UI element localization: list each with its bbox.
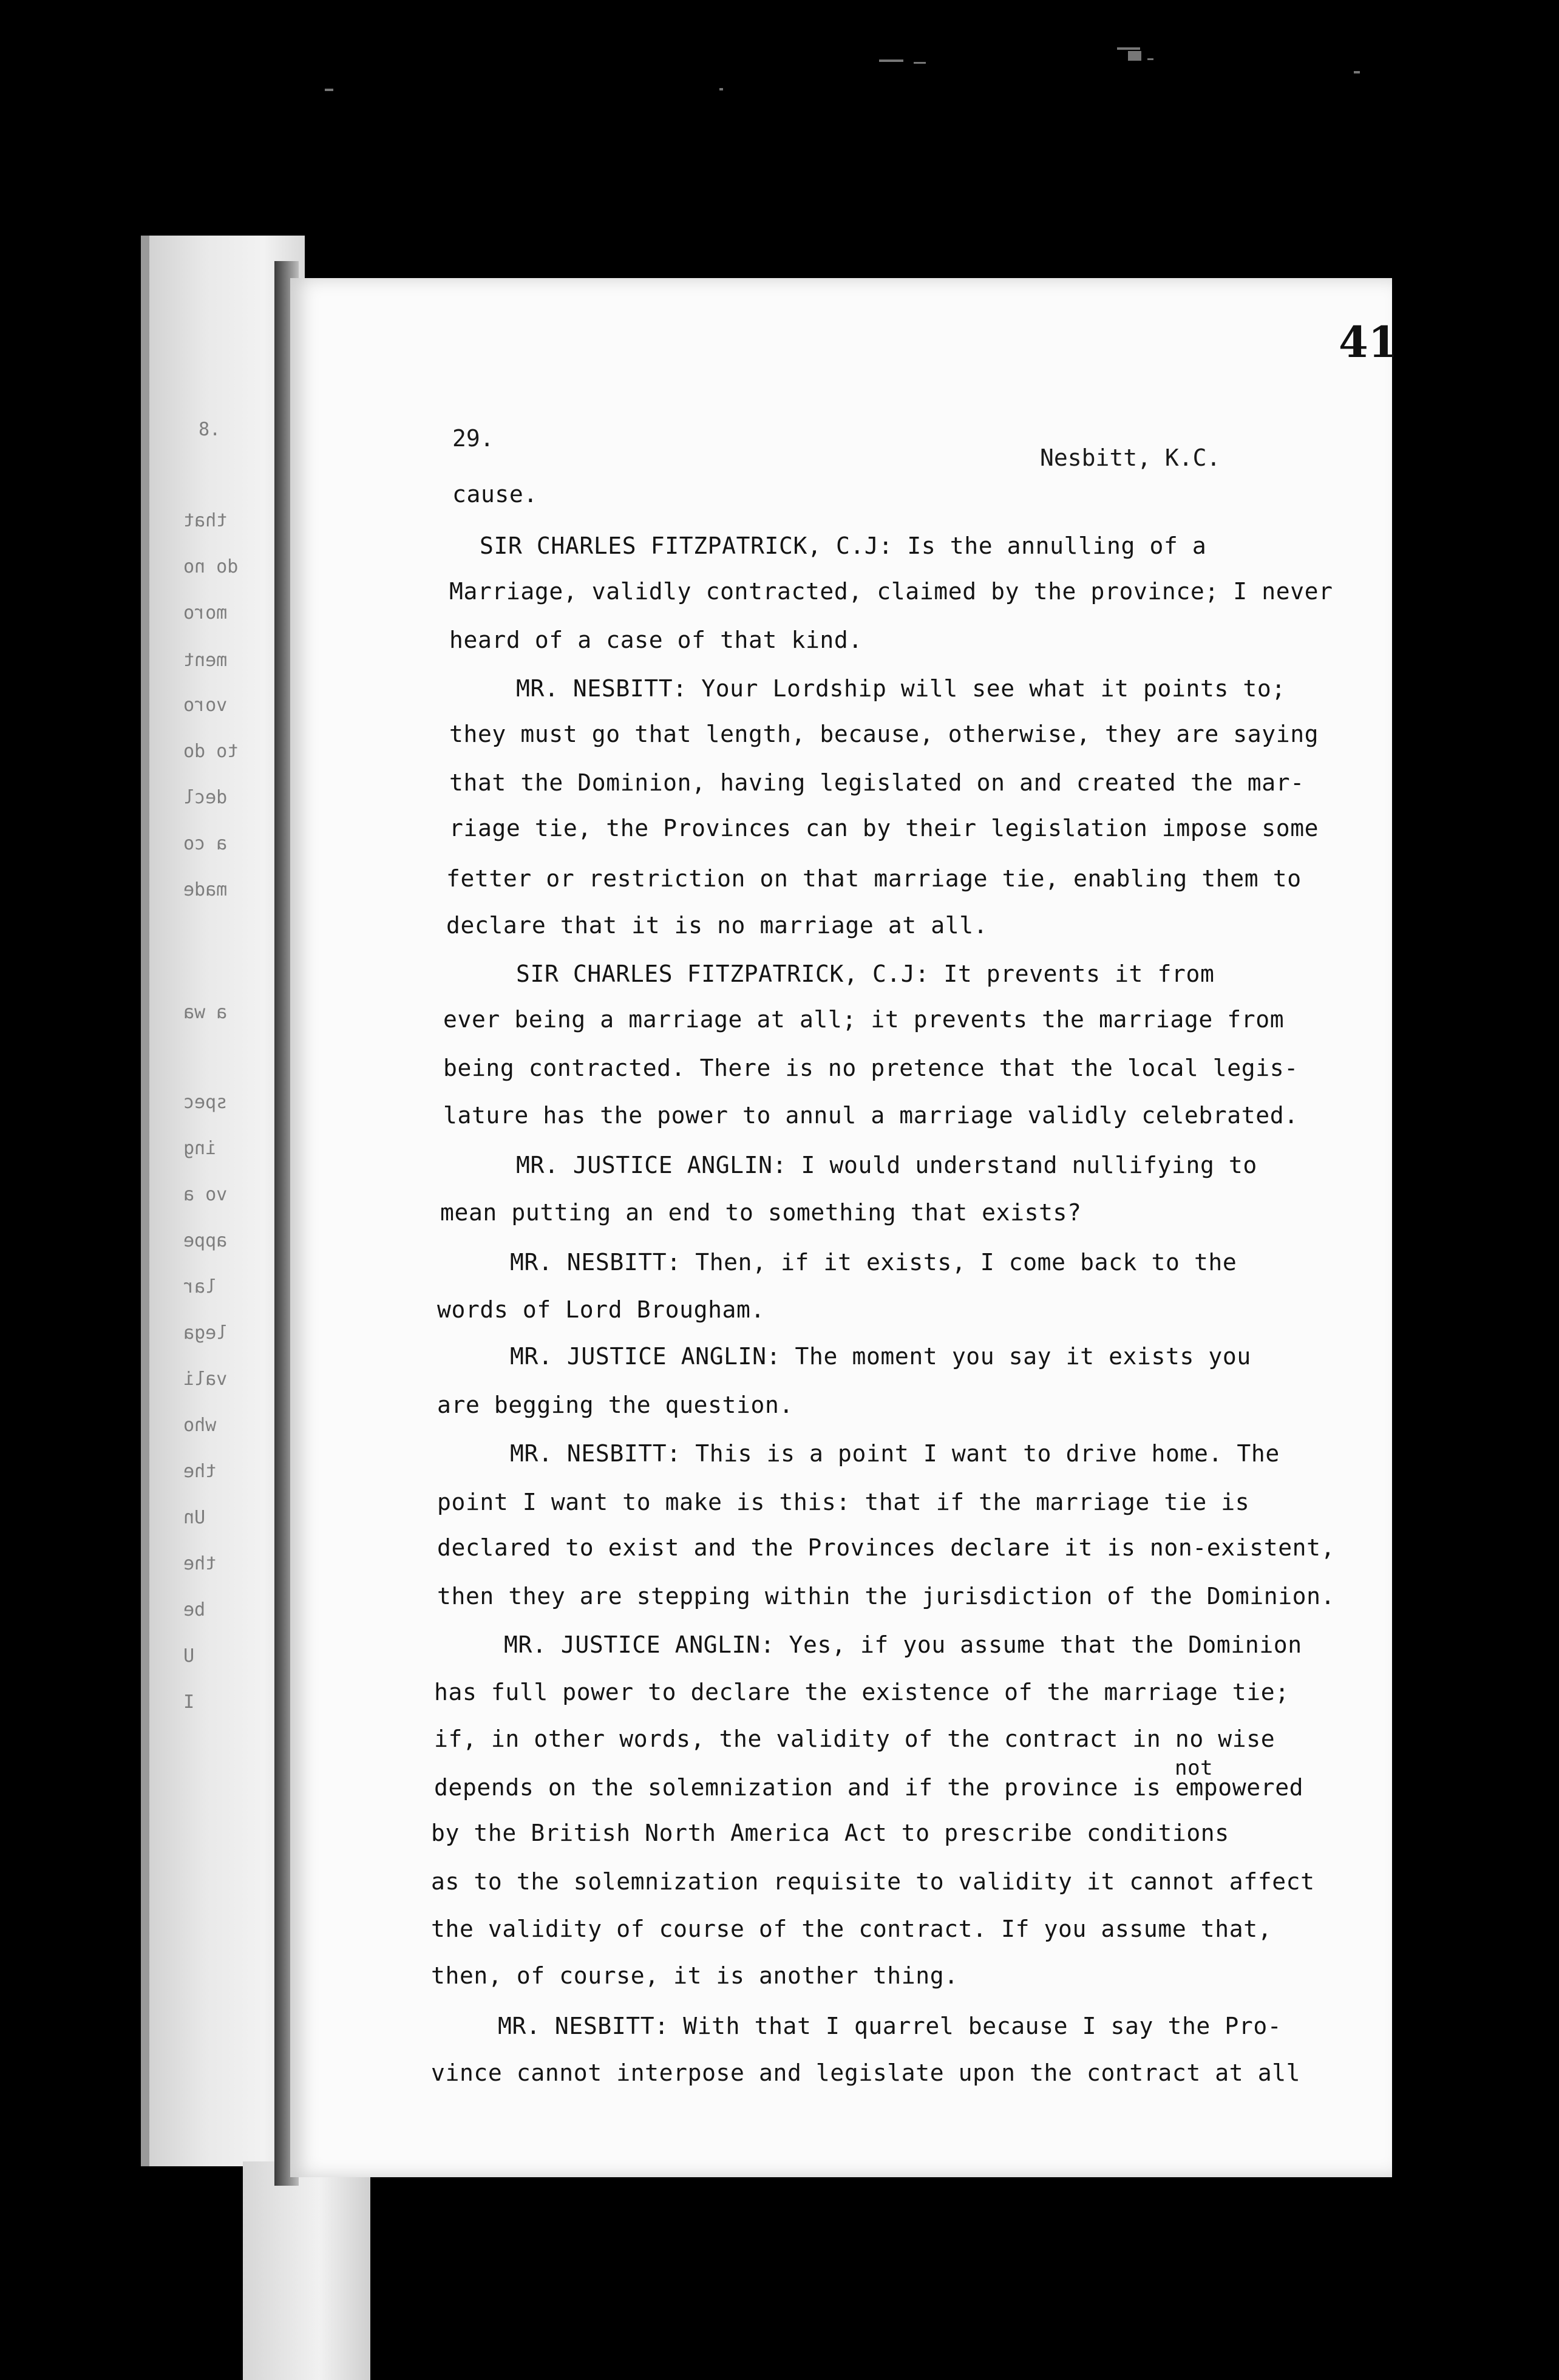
text-line: vince cannot interpose and legislate upon the contract at all [431, 2059, 1301, 2086]
text-line: are begging the question. [437, 1392, 793, 1418]
prev-page-fragment: I [183, 1691, 195, 1713]
prev-page-fragment: the [183, 1553, 217, 1574]
text-line: ever being a marriage at all; it prevents the marriage from [443, 1006, 1285, 1033]
text-line: MR. JUSTICE ANGLIN: I would understand nullifying to [516, 1152, 1257, 1178]
page-edge-strip [243, 2161, 370, 2380]
prev-page-fragment: .8 [199, 419, 221, 440]
text-line: depends on the solemnization and if the province is empowered [434, 1774, 1304, 1801]
text-line: then, of course, it is another thing. [431, 1962, 959, 1989]
text-line: MR. NESBITT: This is a point I want to drive home. The [510, 1440, 1280, 1467]
page-number: 41 [1339, 317, 1398, 367]
prev-page-fragment: be [183, 1599, 206, 1620]
text-line: MR. NESBITT: Then, if it exists, I come back to the [510, 1249, 1237, 1276]
prev-page-fragment: that [183, 510, 228, 531]
text-line: point I want to make is this: that if the marriage tie is [437, 1489, 1250, 1515]
text-line: MR. NESBITT: Your Lordship will see what it points to; [516, 675, 1286, 702]
prev-page-fragment: to do [183, 741, 239, 762]
prev-page-fragment: ment [183, 650, 228, 671]
text-line: not [1175, 1756, 1214, 1780]
text-line: SIR CHARLES FITZPATRICK, C.J: It prevents it from [516, 960, 1215, 987]
prev-page-fragment: do no [183, 556, 239, 577]
prev-page-fragment: vo a [183, 1184, 228, 1205]
prev-page-fragment: who [183, 1415, 217, 1436]
text-line: SIR CHARLES FITZPATRICK, C.J: Is the annulling of a [480, 532, 1207, 559]
text-line: has full power to declare the existence of the marriage tie; [434, 1679, 1289, 1705]
text-line: heard of a case of that kind. [449, 627, 863, 653]
text-line: Marriage, validly contracted, claimed by the province; I never [449, 578, 1333, 605]
text-line: then they are stepping within the jurisdiction of the Dominion. [437, 1583, 1336, 1610]
text-line: cause. [452, 481, 538, 508]
prev-page-fragment: vali [183, 1368, 228, 1390]
prev-page-fragment: lar [183, 1276, 217, 1297]
text-line: words of Lord Brougham. [437, 1296, 765, 1323]
text-line: lature has the power to annul a marriage validly celebrated. [443, 1102, 1299, 1129]
text-line: riage tie, the Provinces can by their legislation impose some [449, 815, 1319, 841]
text-line: mean putting an end to something that exists? [440, 1199, 1082, 1226]
text-line: being contracted. There is no pretence that the local legis- [443, 1055, 1299, 1081]
text-line: by the British North America Act to prescribe conditions [431, 1820, 1229, 1846]
section-number: 29. [452, 425, 494, 452]
prev-page-fragment: spec [183, 1092, 228, 1113]
text-line: if, in other words, the validity of the contract in no wise [434, 1725, 1275, 1752]
text-line: MR. NESBITT: With that I quarrel because I say the Pro- [498, 2013, 1282, 2039]
prev-page-fragment: appe [183, 1230, 228, 1251]
text-line: fetter or restriction on that marriage tie, enabling them to [446, 865, 1302, 892]
prev-page-fragment: Un [183, 1507, 206, 1528]
text-line: that the Dominion, having legislated on and created the mar- [449, 769, 1305, 796]
prev-page-fragment: U [183, 1645, 195, 1667]
prev-page-fragment: lega [183, 1322, 228, 1344]
text-line: MR. JUSTICE ANGLIN: Yes, if you assume that the Dominion [504, 1631, 1302, 1658]
text-line: declare that it is no marriage at all. [446, 912, 988, 939]
prev-page-fragment: a wa [183, 1002, 228, 1023]
text-line: they must go that length, because, otherwise, they are saying [449, 721, 1319, 747]
page-binding [141, 236, 149, 2166]
text-line: as to the solemnization requisite to validity it cannot affect [431, 1868, 1315, 1895]
prev-page-fragment: decl [183, 787, 228, 808]
speaker-header: Nesbitt, K.C. [1040, 444, 1221, 471]
prev-page-fragment: voro [183, 695, 228, 716]
text-line: the validity of course of the contract. If you assume that, [431, 1916, 1272, 1942]
prev-page-fragment: ing [183, 1138, 217, 1159]
prev-page-fragment: a co [183, 833, 228, 854]
text-line: declared to exist and the Provinces declare it is non-existent, [437, 1534, 1336, 1561]
text-line: MR. JUSTICE ANGLIN: The moment you say it exists you [510, 1343, 1251, 1370]
prev-page-fragment: the [183, 1461, 217, 1482]
prev-page-fragment: moro [183, 602, 228, 624]
prev-page-fragment: made [183, 879, 228, 900]
